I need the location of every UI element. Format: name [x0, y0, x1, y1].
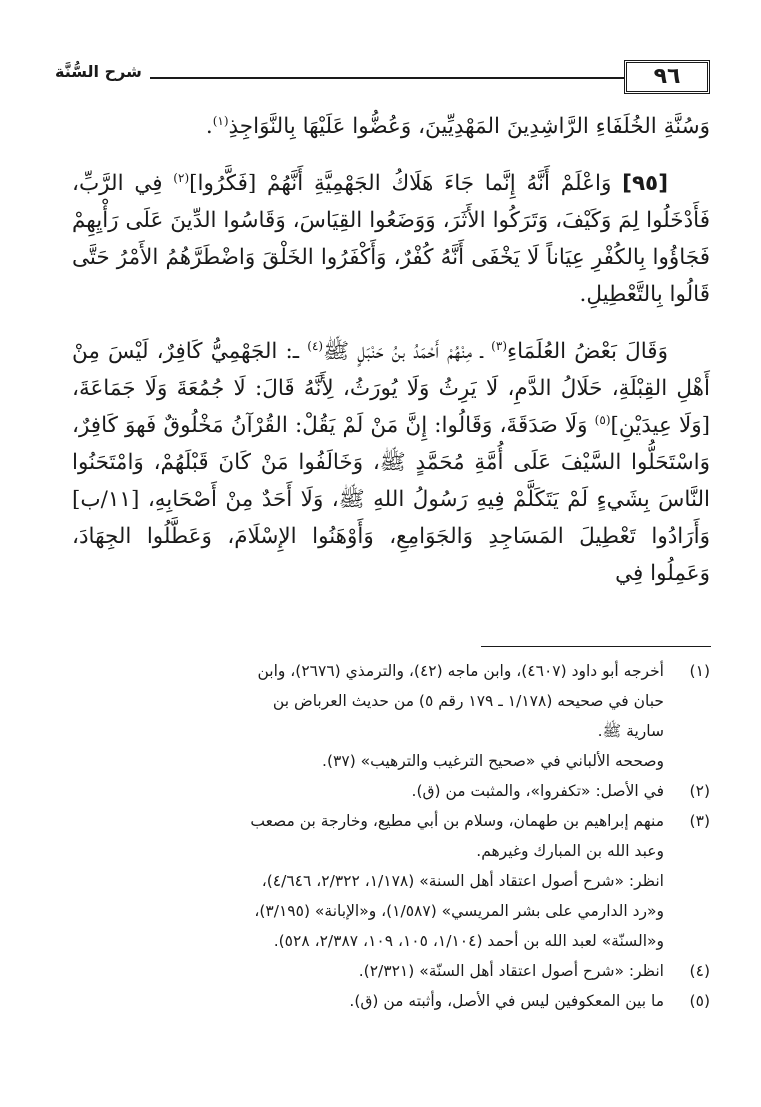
running-title: شرح السُّنَّة	[55, 62, 150, 81]
footnote-number: (٢)	[689, 782, 710, 800]
footnotes	[80, 656, 710, 1016]
footnote-line: أخرجه أبو داود (٤٦٠٧)، وابن ماجه (٤٢)، والترمذي (٢٦٧٦)، وابن	[257, 662, 664, 680]
footnote-number: (٥)	[689, 992, 710, 1010]
text-segment: ـ: الجَهْمِيُّ كَافِرٌ، لَيْسَ مِنْ أَهْلِ القِبْلَةِ، حَلَالُ الدَّمِ، لَا يَرِثُ وَلَا يُورَثُ، لِأَنَّهُ قَالَ: لَا جُمُعَةَ وَلَا جَمَاعَةَ، [وَلَا عِيدَيْنِ]	[72, 339, 710, 438]
main-text	[72, 108, 710, 592]
text-segment: وَقَالَ بَعْضُ العُلَمَاءِ	[507, 339, 668, 364]
running-header	[55, 60, 710, 90]
footnote	[80, 806, 710, 956]
footnote-line: انظر: «شرح أصول اعتقاد أهل السنّة» (٢/٣٢١).	[358, 962, 664, 980]
text-segment: وَلَا صَدَقَةَ، وَقَالُوا: إِنَّ مَنْ لَمْ يَقُلْ: القُرْآنُ مَخْلُوقٌ فَهوَ كَافِرٌ، وَاسْتَحَلُّوا السَّيْفَ عَلَى أُمَّةِ مُحَمَّدٍ ﷺ، وَخَالَفُوا مَنْ كَانَ قَبْلَهُمْ، وَامْتَحَنُوا النَّاسَ بِشَيءٍ لَمْ يَتَكَلَّمْ فِيهِ رَسُولُ اللهِ ﷺ، وَلَا أَحَدٌ مِنْ أَصْحَابِهِ، [١١/ب] وَأَرَادُوا تَعْطِيلَ المَسَاجِدِ وَالجَوَامِعِ، وَأَوْهَنُوا الإِسْلَامَ، وَعَطَّلُوا الجِهَادَ، وَعَمِلُوا فِي	[72, 413, 710, 586]
footnote-number: (١)	[689, 662, 710, 680]
footnote-line: في الأصل: «تكفروا»، والمثبت من (ق).	[411, 782, 664, 800]
text-segment: ـ مِنْهُمْ أَحْمَدُ بنُ حَنْبَلٍ ﷺ	[323, 339, 483, 364]
footnote-line: و«السنّة» لعبد الله بن أحمد (١/١٠٤، ١٠٥، ١٠٩، ٢/٣٨٧، ٥٢٨).	[273, 932, 664, 950]
footnote-ref: (٥)	[594, 412, 611, 427]
text-segment: فِي الرَّبِّ، فَأَدْخَلُوا لِمَ وَكَيْفَ، وَتَرَكُوا الأَثَرَ، وَوَضَعُوا القِيَاسَ، وَقَاسُوا الدِّينَ عَلَى رَأْيِهِمْ فَجَاؤُوا بِالكُفْرِ عِيَاناً لَا يَخْفَى أَنَّهُ كُفْرٌ، وَأَكْفَرُوا الخَلْقَ وَاضْطَرَّهُمُ الأَمْرُ حَتَّى قَالُوا بِالتَّعْطِيلِ.	[72, 171, 710, 307]
paragraph-number: [٩٥]	[622, 171, 669, 196]
text-segment: وَسُنَّةِ الخُلَفَاءِ الرَّاشِدِينَ المَهْدِيِّينَ، وَعُضُّوا عَلَيْهَا بِالنَّوَاجِذِ	[228, 114, 710, 139]
paragraph-95	[72, 165, 710, 313]
footnote-line: انظر: «شرح أصول اعتقاد أهل السنة» (١/١٧٨، ٢/٣٢٢، ٤/٦٤٦)،	[261, 872, 664, 890]
footnote-number: (٤)	[689, 962, 710, 980]
footnote-line: و«رد الدارمي على بشر المريسي» (١/٥٨٧)، و«الإبانة» (٣/١٩٥)،	[254, 902, 664, 920]
header-rule	[55, 77, 710, 79]
footnote-ref: (٣)	[491, 338, 507, 353]
footnote-line: ما بين المعكوفين ليس في الأصل، وأثبته من (ق).	[349, 992, 664, 1010]
footnote	[80, 656, 710, 776]
footnote	[80, 956, 710, 986]
paragraph-scholars	[72, 333, 710, 592]
text-segment: وَاعْلَمْ أَنَّهُ إِنَّما جَاءَ هَلَاكُ الجَهْمِيَّةِ أَنَّهُمْ [فَكَّرُوا]	[189, 171, 612, 196]
footnote-line: وعبد الله بن المبارك وغيرهم.	[476, 842, 664, 860]
footnote	[80, 986, 710, 1016]
footnote-ref: (١)	[212, 113, 229, 128]
continuation-line: وَسُنَّةِ الخُلَفَاءِ الرَّاشِدِينَ المَهْدِيِّينَ، وَعُضُّوا عَلَيْهَا بِالنَّوَاجِذِ$^{(١)}$.	[205, 113, 710, 139]
page-number: ٩٦	[624, 60, 710, 94]
footnote-line: وصححه الألباني في «صحيح الترغيب والترهيب» (٣٧).	[322, 752, 664, 770]
footnote	[80, 776, 710, 806]
footnote-ref: (٤)	[307, 338, 324, 353]
footnote-number: (٣)	[689, 812, 710, 830]
footnote-line: منهم إبراهيم بن طهمان، وسلام بن أبي مطيع، وخارجة بن مصعب	[250, 812, 664, 830]
footnote-line: حبان في صحيحه (١/١٧٨ ـ ١٧٩ رقم ٥) من حديث العرباض بن	[272, 692, 664, 710]
footnote-line: سارية ﷺ.	[597, 722, 664, 740]
footnote-separator	[481, 646, 711, 647]
footnote-ref: (٢)	[173, 170, 190, 185]
